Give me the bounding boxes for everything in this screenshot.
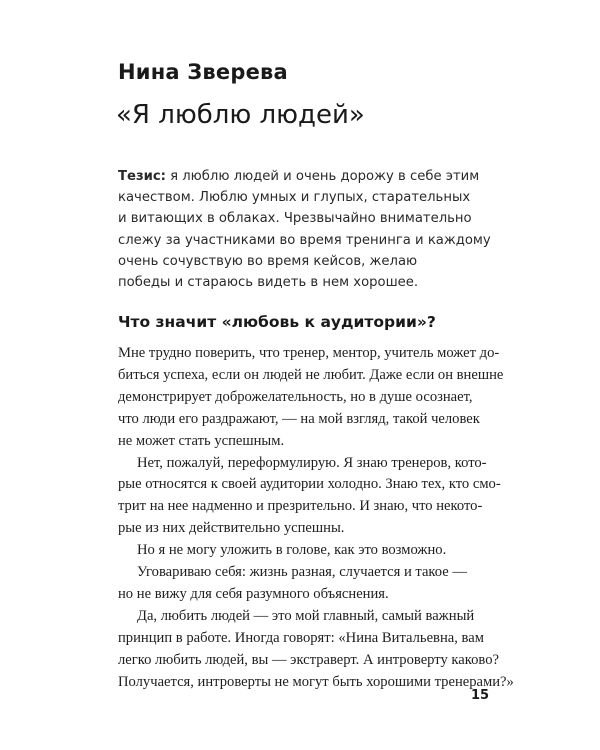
- chapter-title: «Я люблю людей»: [116, 100, 365, 130]
- thesis-text: я люблю людей и очень дорожу в себе этим: [165, 169, 480, 184]
- body-line: принцип в работе. Иногда говорят: «Нина Витальевна, вам: [118, 629, 484, 646]
- body-line: Мне трудно поверить, что тренер, ментор, учитель может до-: [118, 345, 500, 361]
- body-line: биться успеха, если он людей не любит. Даже если он внешне: [118, 366, 504, 383]
- body-line: Получается, интроверты не могут быть хорошими тренерами?»: [118, 673, 514, 690]
- thesis-line: и витающих в облаках. Чрезвычайно внимательно: [118, 211, 472, 227]
- author-name: Нина Зверева: [118, 60, 288, 84]
- body-line: Нет, пожалуй, переформулирую. Я знаю тренеров, кото-: [137, 454, 487, 471]
- body-line: легко любить людей, вы — экстраверт. А интроверту каково?: [118, 651, 499, 668]
- thesis-line: качеством. Люблю умных и глупых, старательных: [118, 190, 471, 206]
- thesis-block: [118, 166, 498, 293]
- thesis-line: слежу за участниками во время тренинга и каждому: [118, 232, 491, 248]
- thesis-line: [118, 166, 498, 187]
- body-line: не может стать успешным.: [118, 432, 285, 449]
- thesis-label: Тезис:: [118, 169, 166, 184]
- body-line: демонстрирует доброжелательность, но в душе осознает,: [118, 388, 473, 405]
- section-heading: Что значит «любовь к аудитории»?: [118, 313, 436, 331]
- thesis-line: победы и стараюсь видеть в нем хорошее.: [118, 275, 419, 291]
- body-line: рые из них действительно успешны.: [118, 520, 345, 537]
- body-line: Да, любить людей — это мой главный, самый важный: [137, 607, 475, 624]
- body-line: Но я не могу уложить в голове, как это возможно.: [137, 542, 447, 559]
- thesis-line: очень сочувствую во время кейсов, желаю: [118, 253, 418, 269]
- body-line: что люди его раздражают, — на мой взгляд, такой человек: [118, 410, 480, 427]
- body-line: но не вижу для себя разумного объяснения.: [118, 585, 389, 602]
- body-text: [118, 343, 514, 694]
- page-number: 15: [471, 688, 490, 703]
- body-line: рые относятся к своей аудитории холодно. Знаю тех, кто смо-: [118, 476, 501, 493]
- body-line: трит на нее надменно и презрительно. И знаю, что некото-: [118, 498, 483, 515]
- body-line: Уговариваю себя: жизнь разная, случается и такое —: [137, 564, 467, 581]
